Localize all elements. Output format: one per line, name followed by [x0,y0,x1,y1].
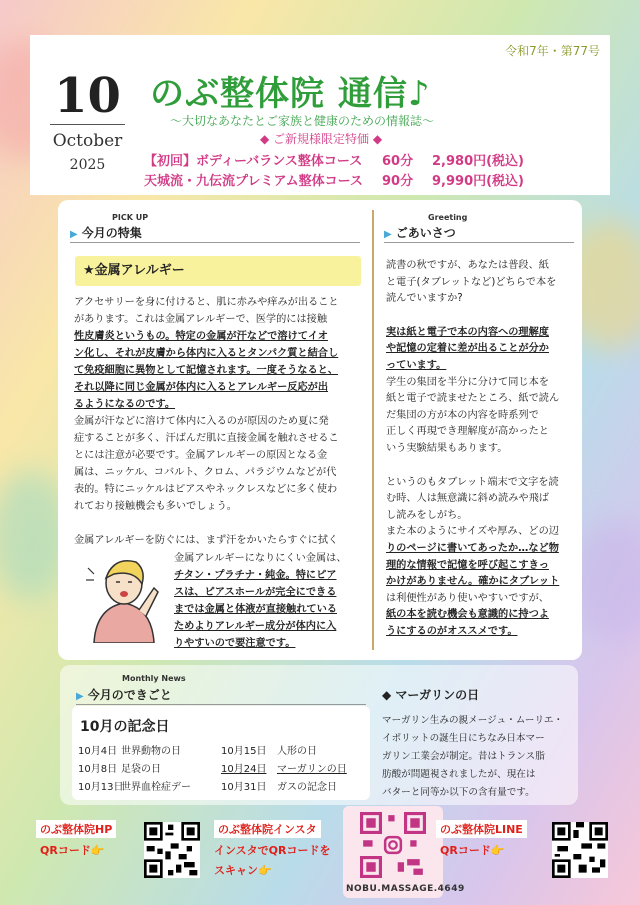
margarine-body [382,712,572,802]
news-title-text: 今月のできごと [87,688,172,702]
triangle-icon: ▶ [70,229,78,240]
text-line: 属は、ニッケル、コバルト、クロム、パラジウムなどが代 [74,467,337,478]
date-divider [50,124,125,125]
pickup-title [70,224,142,241]
offer-row [144,150,572,169]
offer-time: 60分 [382,154,414,169]
text-line: 学生の集団を半分に分けて同じ本を [386,376,549,388]
diamond-bullet-icon: ◆ [382,688,396,702]
instagram-qr-code[interactable] [360,812,426,878]
memorial-date: 10月15日 [221,746,267,757]
text-line: 読んでいますか? [386,293,463,305]
memorial-name: 人形の日 [277,746,317,757]
line-label: のぶ整体院LINE [436,820,527,838]
memorial-name: 世界動物の日 [121,746,181,757]
text-line: 肪酸が問題視されましたが、現在は [382,769,536,780]
greeting-title [384,224,456,241]
text-line: は利便性があり使いやすいですが、 [386,592,549,604]
text-line: 紙と電子で読ませたところ、紙で読ん [386,393,560,405]
margarine-title-text: マーガリンの日 [395,688,480,702]
text-line: バターと同等か以下の含有量です。 [382,787,535,798]
hp-label: のぶ整体院HP [36,820,116,838]
paragraph-gap [386,308,578,325]
text-line: かけがありません。確かにタブレット [386,576,560,588]
text-line: む時、人は無意識に斜め読みや飛ば [386,493,549,505]
news-tag: Monthly News [122,674,186,683]
text-line: スは、ピアスホールが完全にできる [174,587,337,598]
feature-body [74,294,368,515]
triangle-icon: ▶ [384,229,392,240]
text-line: 性皮膚炎というもの。特定の金属が汗などで溶けてイオ [74,331,328,342]
date-block [40,70,135,173]
text-line: 金属アレルギーを防ぐには、まず汗をかいたらすぐに拭く [74,535,339,546]
text-line: 金属が汗などに溶けて体内に入るのが原因のため夏に発 [74,416,329,427]
pickup-title-text: 今月の特集 [81,226,142,240]
insta-label: のぶ整体院インスタ [214,820,321,838]
text-line: 紙の本を読む機会も意識的に持つよ [386,609,549,621]
text-line: 表的。特にニッケルはピアスやネックレスなどに多く使わ [74,484,338,495]
issue-year: 2025 [69,157,106,173]
greeting-tag: Greeting [428,213,468,222]
feature-heading: ★金属アレルギー [75,256,361,286]
text-line: があります。これは金属アレルギーで、医学的には接触 [74,314,328,325]
memorial-row [78,760,357,775]
greeting-body [386,258,578,640]
text-line: それ以降に同じ金属が体内に入るとアレルギー反応が出 [74,382,329,393]
offer-name: 【初回】ボディーバランス整体コース [144,154,363,169]
text-line: ためよりアレルギー成分が体内に入 [174,621,337,632]
text-line: また本のようにサイズや厚み、どの辺 [386,526,559,538]
offer-time: 90分 [382,174,414,189]
margarine-title [382,686,479,703]
memorial-name: 足袋の日 [121,764,161,775]
hp-qr-code[interactable] [144,822,200,878]
offer-name: 天城流・九伝流プレミアム整体コース [144,174,363,189]
newsletter-subtitle: 〜大切なあなたとご家族と健康のための情報誌〜 [170,114,435,128]
text-line: や記憶の定着に差が出ることが分か [386,343,549,355]
memorial-name: ガスの記念日 [277,782,337,793]
memorial-row [78,778,357,793]
pickup-tag: PICK UP [112,213,149,222]
insta-sub: インスタでQRコードを [214,844,331,857]
line-sub: QRコード👉 [440,844,505,857]
offer-price: 9,990円(税込) [432,174,525,189]
text-line: アクセサリーを身に付けると、肌に赤みや痒みが出ること [74,297,339,308]
text-line: だ集団の方が本の内容を時系列で [386,409,539,421]
insta-sub: スキャン👉 [214,864,272,877]
text-line: れており接触機会も多いでしょう。 [74,501,237,512]
text-line: イポリットの誕生日にちなみ日本マー [382,733,545,744]
memorial-date: 10月24日 [221,764,267,775]
memorial-date: 10月13日 [78,782,124,793]
text-line: て免疫細胞に異物として記憶されます。一度そうなると、 [74,365,339,376]
memorial-date: 10月31日 [221,782,267,793]
issue-number: 令和7年・第77号 [505,44,600,58]
text-line: ガリン工業会が制定。昔はトランス脂 [382,751,545,762]
newsletter-title: のぶ整体院 通信♪ [150,74,431,114]
text-line: いう実験結果もあります。 [386,442,508,454]
text-line: ン化し、それが皮膚から体内に入るとタンパク質と結合し [74,348,339,359]
special-offer-heading: ◆ ご新規様限定特価 ◆ [260,132,383,146]
news-title [76,686,172,703]
text-line: うにするのがオススメです。 [386,625,518,637]
section-underline [70,242,360,243]
memorial-name: 世界血栓症デー [121,782,191,793]
triangle-icon: ▶ [76,691,84,702]
text-line: りのページに書いてあったか…など物 [386,542,559,554]
text-line: というのもタブレット端末で文字を読 [386,476,559,488]
memorial-days-title: 10月の記念日 [80,719,170,735]
text-line: とには注意が必要です。金属アレルギーの原因となる金 [74,450,328,461]
column-divider [372,210,374,650]
text-line: 症することが多く、汗ばんだ肌に直接金属を触れさせるこ [74,433,339,444]
section-underline [76,704,366,705]
offer-price: 2,980円(税込) [432,154,525,169]
memorial-date: 10月8日 [78,764,118,775]
text-line: までは金属と体液が直接触れている [174,604,337,615]
text-line: るようになるのです。 [74,399,176,410]
text-line: りやすいので要注意です。 [174,638,296,649]
instagram-id: NOBU.MASSAGE.4649 [346,884,465,894]
text-line: マーガリン生みの親メージュ・ムーリエ・ [382,715,564,726]
issue-day: 10 [54,68,121,124]
text-line: と電子(タブレットなど)どちらで本を [386,276,557,288]
text-line: 正しく再現でき理解度が高かったと [386,426,549,438]
text-line: 理的な情報で記憶を呼び起こすきっ [386,559,549,571]
memorial-row [78,742,357,757]
itchy-person-illustration [84,548,164,643]
section-underline [384,242,574,243]
memorial-date: 10月4日 [78,746,118,757]
text-line: っています。 [386,359,447,371]
text-line: 読書の秋ですが、あなたは普段、紙 [386,260,549,271]
allergy-prevention-text [174,550,370,652]
text-line: 金属アレルギーになりにくい金属は、 [174,553,347,564]
greeting-title-text: ごあいさつ [395,226,456,240]
text-line: チタン・プラチナ・純金。特にピア [174,570,337,581]
text-line: 実は紙と電子で本の内容への理解度 [386,326,549,338]
issue-month: October [52,131,123,151]
hp-sub: QRコード👉 [40,844,105,857]
text-line: し読みをしがち。 [386,509,468,521]
paragraph-gap [386,458,578,475]
memorial-name: マーガリンの日 [277,764,347,775]
line-qr-code[interactable] [552,822,608,878]
offer-row [144,170,572,189]
